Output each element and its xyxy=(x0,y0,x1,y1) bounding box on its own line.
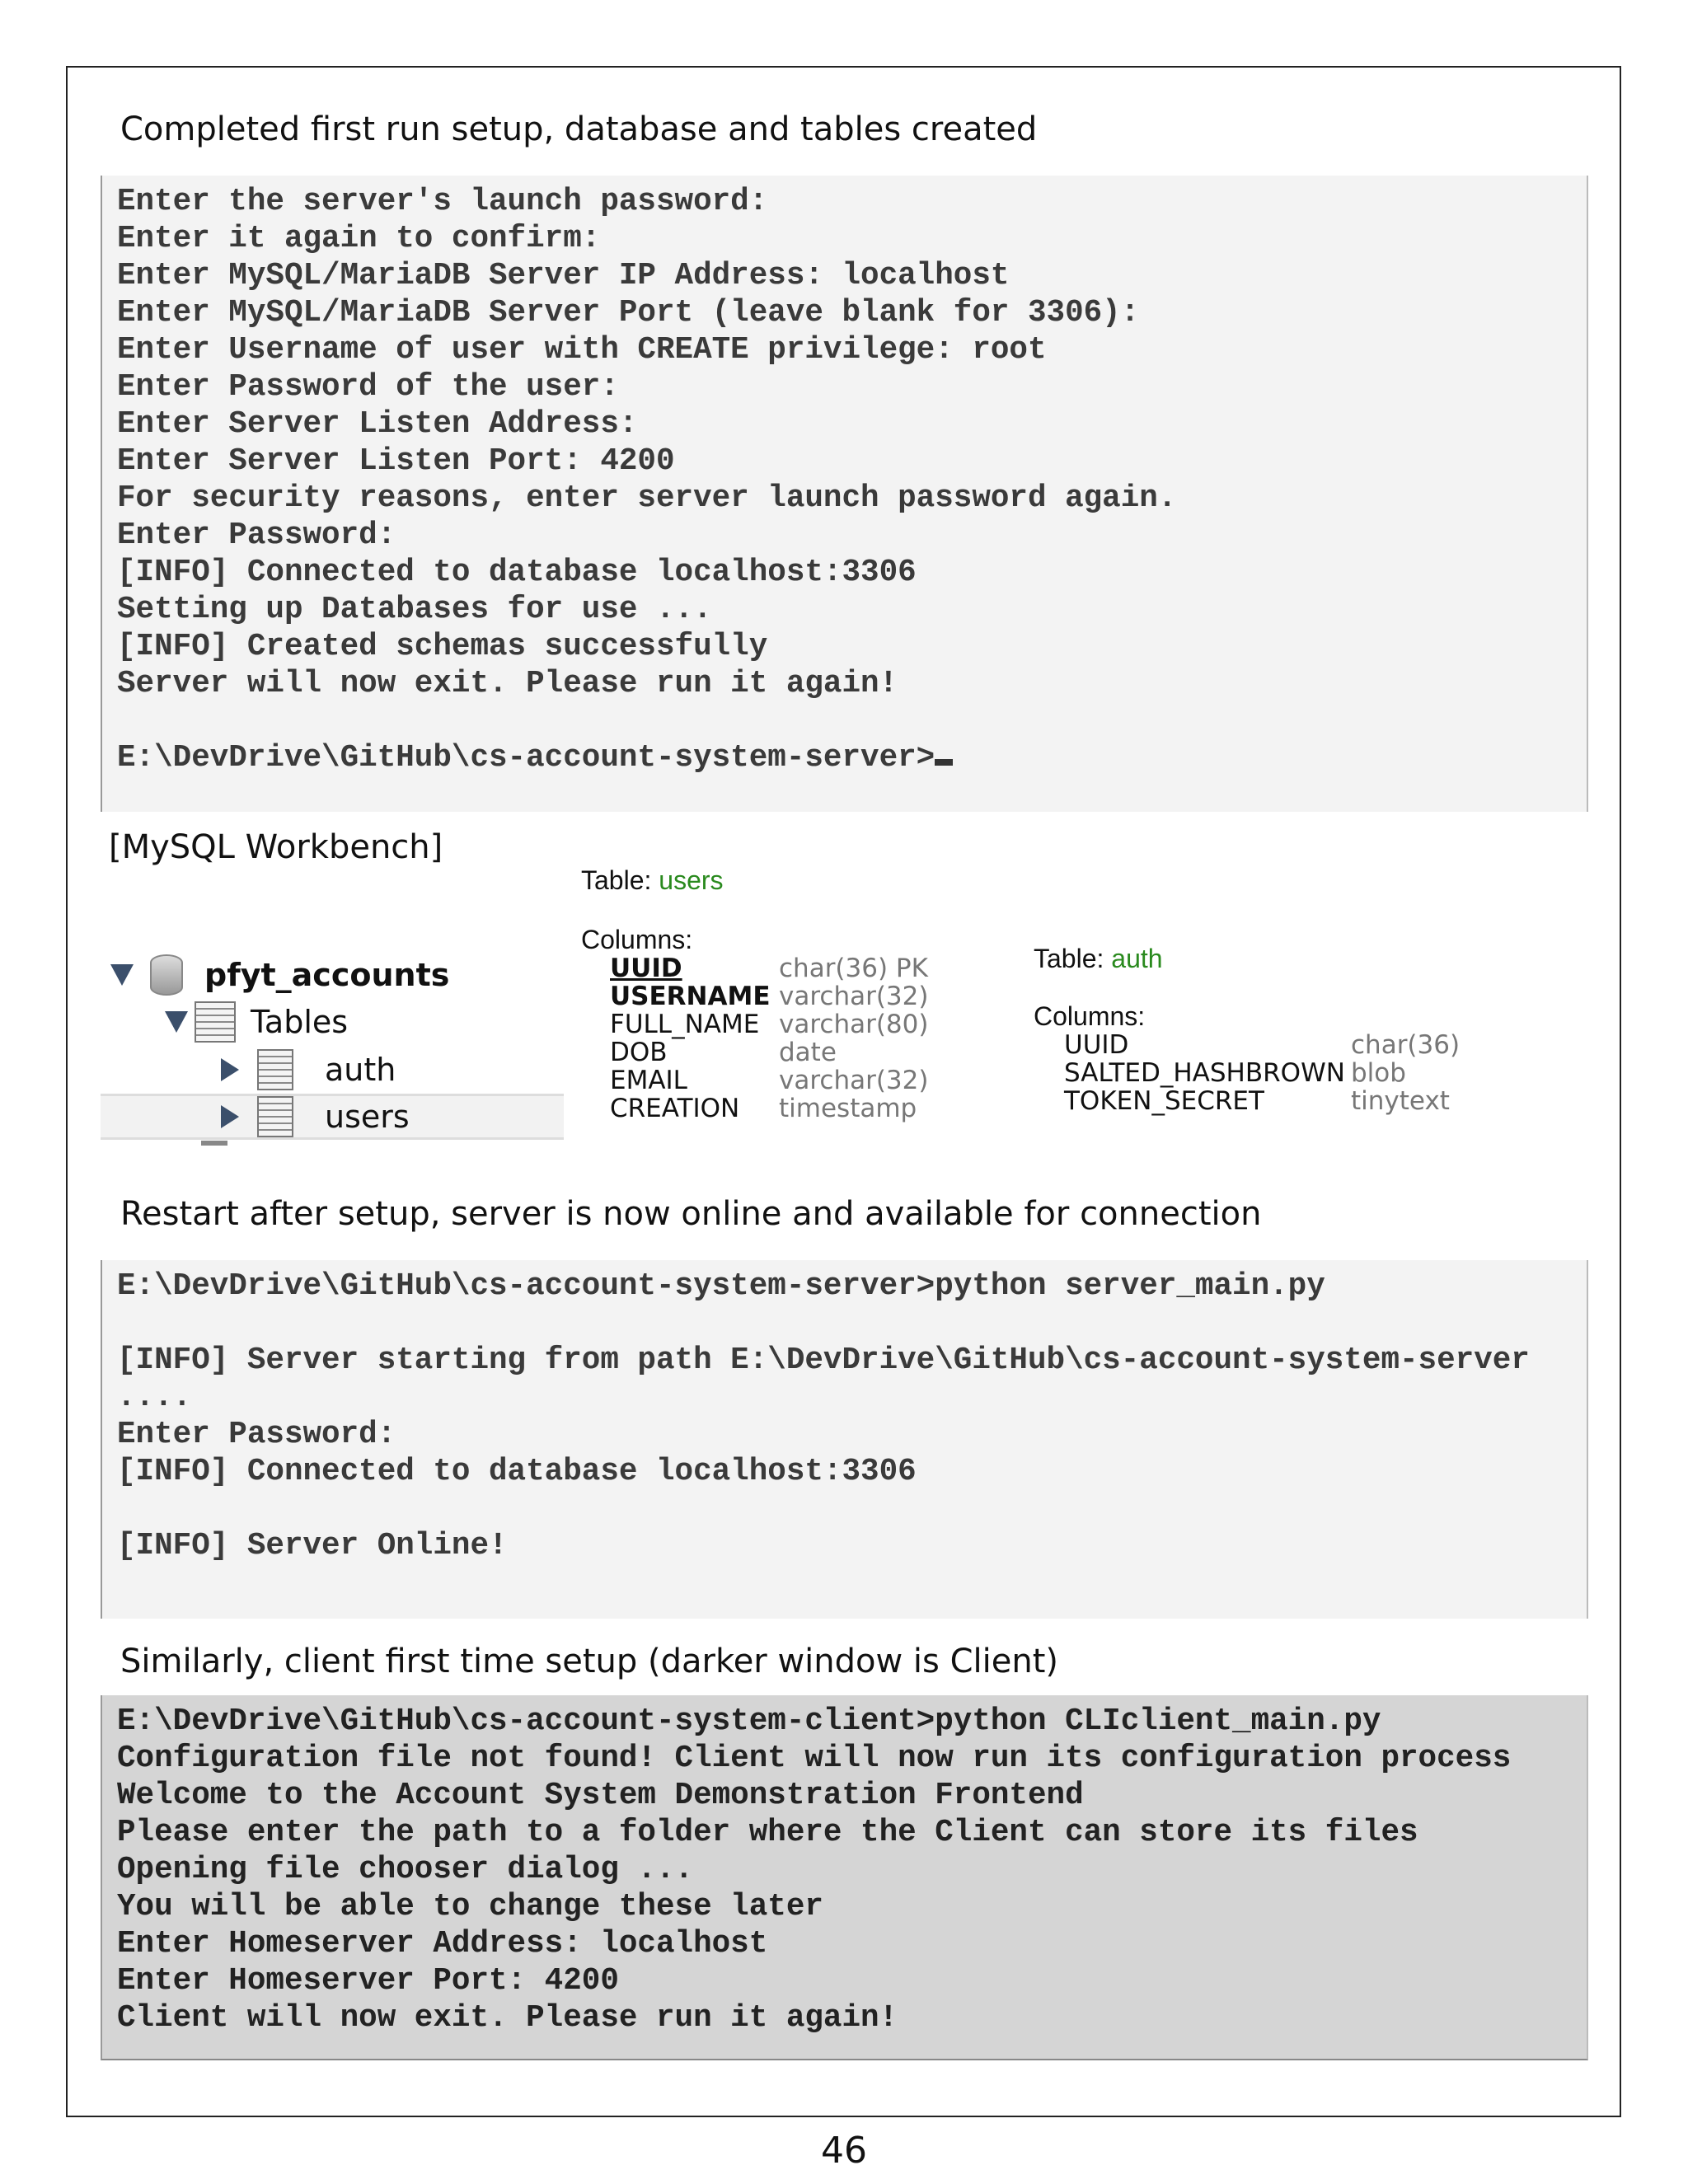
client-setup-terminal xyxy=(101,1695,1588,2060)
terminal-line: Enter Server Listen Address: xyxy=(117,407,638,442)
column-type: date xyxy=(779,1038,837,1067)
caption-workbench: [MySQL Workbench] xyxy=(109,828,443,866)
terminal-line: Enter Server Listen Port: 4200 xyxy=(117,444,675,479)
column-name: DOB xyxy=(610,1038,668,1067)
terminal-line: Enter Username of user with CREATE privilege: root xyxy=(117,333,1047,368)
column-type: blob xyxy=(1351,1058,1406,1088)
users-columns-label: Columns: xyxy=(581,925,693,954)
tree-folder-tables[interactable] xyxy=(165,999,348,1045)
terminal-line: Enter the server's launch password: xyxy=(117,185,768,219)
terminal-line xyxy=(117,703,1587,740)
column-name: SALTED_HASHBROWN xyxy=(1064,1058,1345,1088)
column-type: varchar(32) xyxy=(779,982,929,1011)
tables-folder-icon xyxy=(195,1001,236,1043)
scroll-marker xyxy=(201,1141,227,1146)
folder-name: Tables xyxy=(251,1004,349,1040)
terminal-line: [INFO] Created schemas successfully xyxy=(117,630,768,664)
terminal-line xyxy=(117,1565,1587,1602)
tree-schema[interactable] xyxy=(110,952,449,998)
terminal-line: Enter Password of the user: xyxy=(117,370,619,405)
terminal-line: E:\DevDrive\GitHub\cs-account-system-server>python server_main.py xyxy=(117,1269,1325,1304)
terminal-line: You will be able to change these later xyxy=(117,1890,823,1924)
terminal-line: Enter MySQL/MariaDB Server IP Address: localhost xyxy=(117,259,1010,293)
auth-table-title: Table: auth xyxy=(1034,944,1163,973)
expand-icon[interactable] xyxy=(165,1011,188,1033)
column-type: char(36) xyxy=(1351,1030,1461,1060)
terminal-line: Client will now exit. Please run it again! xyxy=(117,2001,898,2036)
terminal-line: Opening file chooser dialog ... xyxy=(117,1853,694,1887)
column-name: CREATION xyxy=(610,1094,740,1123)
column-name: UUID xyxy=(1064,1030,1129,1060)
users-table-title: Table: users xyxy=(581,865,724,895)
terminal-line xyxy=(117,1491,1587,1528)
column-name: TOKEN_SECRET xyxy=(1064,1086,1264,1116)
tree-table-auth[interactable] xyxy=(221,1047,396,1093)
table-name: users xyxy=(325,1099,410,1135)
server-setup-terminal xyxy=(101,176,1588,812)
terminal-line: Welcome to the Account System Demonstration Frontend xyxy=(117,1779,1084,1813)
terminal-line: Enter it again to confirm: xyxy=(117,222,601,256)
column-type: char(36) PK xyxy=(779,954,928,983)
tree-table-users[interactable] xyxy=(221,1094,410,1140)
caption-first-run: Completed first run setup, database and tables created xyxy=(120,110,1038,148)
column-name: EMAIL xyxy=(610,1066,687,1095)
terminal-line: Enter MySQL/MariaDB Server Port (leave blank for 3306): xyxy=(117,296,1140,330)
column-type: varchar(32) xyxy=(779,1066,929,1095)
collapsed-icon[interactable] xyxy=(221,1058,239,1081)
terminal-line: E:\DevDrive\GitHub\cs-account-system-server> xyxy=(117,741,935,776)
terminal-line: [INFO] Connected to database localhost:3306 xyxy=(117,555,917,590)
terminal-line: [INFO] Server starting from path E:\DevDrive\GitHub\cs-account-system-server xyxy=(117,1343,1530,1378)
text-cursor xyxy=(935,759,953,766)
column-type: varchar(80) xyxy=(779,1010,929,1039)
database-icon xyxy=(150,954,183,996)
terminal-line: Please enter the path to a folder where the Client can store its files xyxy=(117,1816,1418,1850)
caption-restart: Restart after setup, server is now online and available for connection xyxy=(120,1195,1262,1233)
terminal-line: Setting up Databases for use ... xyxy=(117,593,712,627)
terminal-line: Enter Password: xyxy=(117,1418,396,1452)
column-type: tinytext xyxy=(1351,1086,1450,1116)
terminal-line: E:\DevDrive\GitHub\cs-account-system-client>python CLIclient_main.py xyxy=(117,1704,1381,1739)
page-number: 46 xyxy=(821,2130,867,2172)
collapsed-icon[interactable] xyxy=(221,1105,239,1128)
terminal-line: [INFO] Server Online! xyxy=(117,1529,508,1563)
terminal-line: Enter Homeserver Address: localhost xyxy=(117,1927,768,1961)
terminal-line: Enter Password: xyxy=(117,518,396,553)
terminal-line: Enter Homeserver Port: 4200 xyxy=(117,1964,619,1999)
expand-icon[interactable] xyxy=(110,964,134,986)
terminal-line: Server will now exit. Please run it again! xyxy=(117,667,898,701)
caption-client: Similarly, client first time setup (darker window is Client) xyxy=(120,1643,1059,1680)
schema-name: pfyt_accounts xyxy=(204,957,450,993)
server-online-terminal xyxy=(101,1260,1588,1619)
table-icon xyxy=(257,1096,293,1137)
terminal-line: .... xyxy=(117,1380,192,1415)
table-icon xyxy=(257,1049,293,1090)
column-name: UUID xyxy=(610,954,682,983)
terminal-line: Configuration file not found! Client will now run its configuration process xyxy=(117,1741,1512,1776)
column-name: USERNAME xyxy=(610,982,771,1011)
terminal-line xyxy=(117,1305,1587,1343)
column-type: timestamp xyxy=(779,1094,917,1123)
terminal-line: For security reasons, enter server launch password again. xyxy=(117,481,1177,516)
auth-columns-label: Columns: xyxy=(1034,1001,1146,1031)
table-name: auth xyxy=(325,1052,396,1088)
terminal-line: [INFO] Connected to database localhost:3306 xyxy=(117,1455,917,1489)
column-name: FULL_NAME xyxy=(610,1010,760,1039)
